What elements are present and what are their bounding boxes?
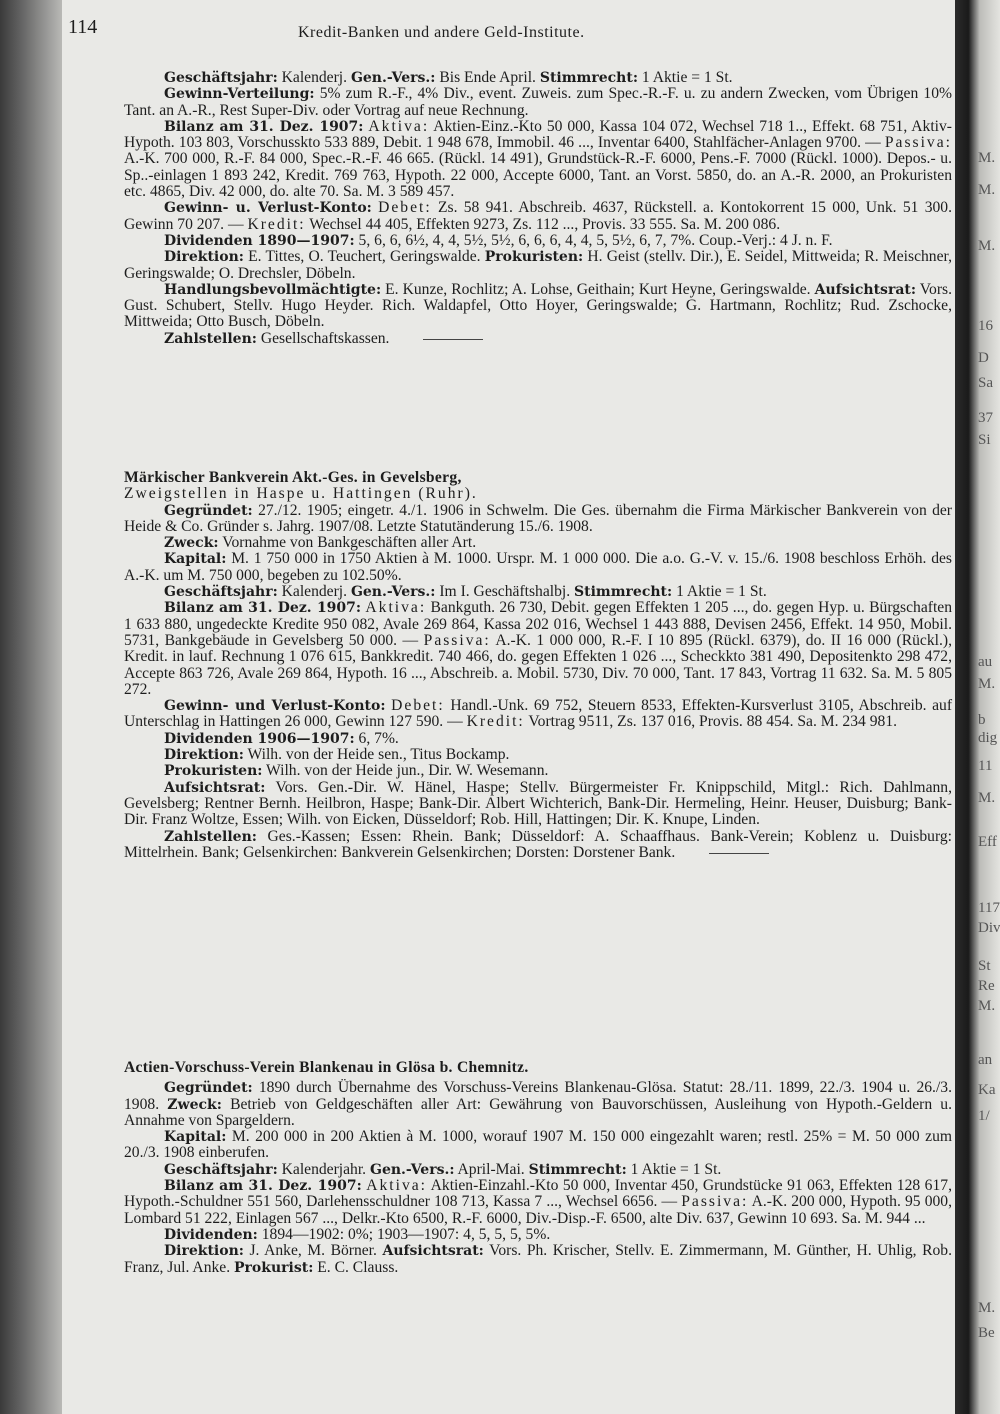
- entry-paragraph: Geschäftsjahr: Kalenderj. Gen.-Vers.: Bis Ende April. Stimmrecht: 1 Aktie = 1 St.: [164, 69, 733, 86]
- gutter-fragment: M.: [978, 1300, 996, 1316]
- gutter-fragment: Div: [978, 920, 1000, 936]
- separator-rule: [709, 853, 769, 854]
- entry-paragraph: Bilanz am 31. Dez. 1907: Aktiva: Aktien-Einz.-Kto 50 000, Kassa 104 072, Wechsel 718 1.., Effekt. 68 751, Aktiv-Hypoth. 103 803, Vorschusskto 533 889, Debit. 1 948 678, Immobil. 46 ..., Inventar 6400, Stahlfächer-Anlagen 9700. — Passiva: A.-K. 700 000, R.-F. 84 000, Spec.-R.-F. 46 665. (Rückl. 14 491), Grundstück-R.-F. 6000, Pens.-F. 7000 (Rückl. 1000). Depos.- u. Sp..-einlagen 1 893 242, Kredit. 769 763, Hypoth. 22 000, Accepte 6000, Tant. an Vorst. 5850, do. an A.-R. 2000, an Prokuristen etc. 4865, Div. 42 000, do. alte 70. Sa. M. 3 589 457.: [124, 117, 953, 201]
- gutter-fragment: b: [978, 712, 986, 728]
- company-title: Märkischer Bankverein Akt.-Ges. in Gevelsberg,: [124, 469, 462, 486]
- gutter-fragment: M.: [978, 790, 996, 806]
- gutter-fragment: Ka: [978, 1082, 996, 1098]
- gutter-fragment: M.: [978, 238, 996, 254]
- gutter-fragment: an: [978, 1052, 993, 1068]
- gutter-fragment: 117: [978, 900, 1000, 916]
- gutter-fragment: M.: [978, 998, 996, 1014]
- gutter-fragment: Eff: [978, 834, 997, 850]
- entry-paragraph: Dividenden 1890—1907: 5, 6, 6, 6½, 4, 4, 5½, 5½, 6, 6, 6, 4, 4, 5, 5½, 6, 7, 7%. Coup.-Verj.: 4 J. n. F.: [164, 231, 833, 249]
- gutter-fragment: D: [978, 350, 989, 366]
- page-header: [68, 14, 948, 44]
- entry-paragraph: Direktion: Wilh. von der Heide sen., Titus Bockamp.: [164, 746, 510, 764]
- separator-rule: [423, 339, 483, 340]
- scan-edge-shadow: [955, 0, 1000, 1414]
- page-number: 114: [68, 16, 98, 38]
- running-title: Kredit-Banken und andere Geld-Institute.: [298, 24, 585, 41]
- entry-paragraph: Aufsichtsrat: Vors. Gen.-Dir. W. Hänel, Haspe; Stellv. Bürgermeister Fr. Knippschild, Mitgl.: Rich. Dahlmann, Gevelsberg; Rentner Bernh. Heilbron, Haspe; Bank-Dir. Albert Wichterich, Bank-Dir. Hermeling, Heinr. Heuser, Duisburg; Bank-Dir. Franz Woltze, Essen; Wilh. von Eicken, Düsseldorf; Rob. Hill, Hattingen; Dir. K. Knupe, Linden.: [124, 778, 952, 829]
- entry-paragraph: Gegründet: 27./12. 1905; eingetr. 4./1. 1906 in Schwelm. Die Ges. übernahm die Firma Märkischer Bankverein von der Heide & Co. Gründer s. Jahrg. 1907/08. Letzte Statutänderung 15./6. 1908.: [124, 501, 952, 535]
- entry-paragraph: Kapital: M. 200 000 in 200 Aktien à M. 1000, worauf 1907 M. 150 000 eingezahlt waren; restl. 25% = M. 50 000 zum 20./3. 1908 einberufen.: [124, 1128, 952, 1162]
- entry-paragraph: Dividenden: 1894—1902: 0%; 1903—1907: 4, 5, 5, 5, 5%.: [164, 1225, 551, 1243]
- gutter-fragment: M.: [978, 150, 996, 166]
- entry-paragraph: Zahlstellen: Gesellschaftskassen.: [124, 331, 952, 347]
- entry-paragraph: Kapital: M. 1 750 000 in 1750 Aktien à M. 1000. Urspr. M. 1 000 000. Die a.o. G.-V. v. 15./6. 1908 beschloss Erhöh. des A.-K. um M. 750 000, begeben zu 102.50%.: [124, 550, 952, 584]
- entry-paragraph: Direktion: E. Tittes, O. Teuchert, Geringswalde. Prokuristen: H. Geist (stellv. Dir.), E. Seidel, Mittweida; R. Meischner, Geringswalde; O. Drechsler, Döbeln.: [124, 248, 952, 282]
- company-subtitle: Zweigstellen in Haspe u. Hattingen (Ruhr).: [124, 485, 478, 503]
- gutter-fragment: au: [978, 654, 993, 670]
- gutter-fragment: M.: [978, 676, 996, 692]
- entry-paragraph: Bilanz am 31. Dez. 1907: Aktiva: Aktien-Einzahl.-Kto 50 000, Inventar 450, Grundstücke 91 063, Effekten 128 617, Hypoth.-Schuldner 551 560, Darlehensschuldner 108 713, Kassa 7 ..., Wechsel 6656. — Passiva: A.-K. 200 000, Hypoth. 95 000, Lombard 51 222, Einlagen 567 ..., Delkr.-Kto 6500, R.-F. 6000, Div.-Disp.-F. 6500, alte Div. 637, Gewinn 10 693. Sa. M. 944 ...: [124, 1177, 952, 1227]
- gutter-fragment: 37: [978, 410, 993, 426]
- gutter-fragment: dig: [978, 730, 998, 746]
- entry-paragraph: Zweck: Vornahme von Bankgeschäften aller Art.: [164, 534, 477, 552]
- gutter-fragment: Sa: [978, 375, 993, 391]
- entry-paragraph: Direktion: J. Anke, M. Börner. Aufsichtsrat: Vors. Ph. Krischer, Stellv. E. Zimmermann, M. Günther, H. Uhlig, Rob. Franz, Jul. Anke. Prokurist: E. C. Clauss.: [124, 1242, 952, 1276]
- gutter-fragment: Si: [978, 432, 991, 448]
- gutter-fragment: M.: [978, 182, 996, 198]
- entry-paragraph: Bilanz am 31. Dez. 1907: Aktiva: Bankguth. 26 730, Debit. gegen Effekten 1 205 ..., do. gegen Hyp. u. Bürgschaften 1 633 880, ungedeckte Kredite 950 082, Avale 269 864, Kassa 202 016, Wechsel 1 443 888, Devisen 2456, Effekt. 14 950, Mobil. 5731, Bankgebäude in Gevelsberg 50 000. — Passiva: A.-K. 1 000 000, R.-F. I 10 895 (Rückl. 6379), do. II 16 000 (Rückl.), Kredit. in lauf. Rechnung 1 076 615, Bankkredit. 740 466, do. gegen Effekten 1 026 ..., Scheckkto 381 490, Depositenkto 298 472, Accepte 863 726, Avale 269 864, Hypoth. 16 ..., Abschreib. a. Mobil. 5730, Div. 70 000, Tant. 17 843, Vortrag 11 632. Sa. M. 5 805 272.: [124, 599, 953, 698]
- entry-paragraph: Handlungsbevollmächtigte: E. Kunze, Rochlitz; A. Lohse, Geithain; Kurt Heyne, Geringswalde. Aufsichtsrat: Vors. Gust. Schubert, Stellv. Hugo Heyder. Rich. Waldapfel, Otto Hoyer, Geringswalde; G. Hartmann, Rochlitz; Rud. Zschocke, Mittweida; Otto Busch, Döbeln.: [124, 280, 952, 331]
- entry-paragraph: Dividenden 1906—1907: 6, 7%.: [164, 729, 399, 747]
- entry-paragraph: Geschäftsjahr: Kalenderjahr. Gen.-Vers.: April-Mai. Stimmrecht: 1 Aktie = 1 St.: [164, 1160, 722, 1178]
- gutter-fragment: Re: [978, 978, 995, 994]
- entry-paragraph: Geschäftsjahr: Kalenderj. Gen.-Vers.: Im I. Geschäftshalbj. Stimmrecht: 1 Aktie = 1 St.: [164, 583, 767, 601]
- gutter-fragment: 11: [978, 758, 993, 774]
- gutter-fragment: 1/: [978, 1108, 990, 1124]
- section-maerkischer-bankverein: [124, 470, 952, 861]
- company-title: Actien-Vorschuss-Verein Blankenau in Glösa b. Chemnitz.: [124, 1059, 529, 1076]
- entry-paragraph: Gewinn-Verteilung: 5% zum R.-F., 4% Div., event. Zuweis. zum Spec.-R.-F. u. zu andern Zwecken, vom Übrigen 10% Tant. an A.-R., Rest Super-Div. oder Vortrag auf neue Rechnung.: [124, 85, 953, 119]
- entry-paragraph: Gewinn- u. Verlust-Konto: Debet: Zs. 58 941. Abschreib. 4637, Rückstell. a. Kontokorrent 15 000, Unk. 51 300. Gewinn 70 207. — Kredit: Wechsel 44 405, Effekten 9273, Zs. 112 ..., Provis. 33 555. Sa. M. 200 086.: [124, 199, 952, 233]
- gutter-fragment: Be: [978, 1325, 995, 1341]
- entry-paragraph: Gewinn- und Verlust-Konto: Debet: Handl.-Unk. 69 752, Steuern 8533, Effekten-Kursverlust 3105, Abschreib. auf Unterschlag in Hattingen 26 000, Gewinn 127 590. — Kredit: Vortrag 9511, Zs. 137 016, Provis. 88 454. Sa. M. 234 981.: [124, 697, 953, 731]
- section-continued-entry: [124, 70, 952, 347]
- scan-binding-shadow: [0, 0, 62, 1414]
- entry-paragraph: Prokuristen: Wilh. von der Heide jun., Dir. W. Wesemann.: [164, 762, 549, 780]
- gutter-fragment: 16: [978, 318, 993, 334]
- entry-paragraph: Gegründet: 1890 durch Übernahme des Vorschuss-Vereins Blankenau-Glösa. Statut: 28./11. 1899, 22./3. 1904 u. 26./3. 1908. Zweck: Betrieb von Geldgeschäften aller Art: Gewährung von Bauvorschüssen, Ausleihung von Hypoth.-Geldern u. Annahme von Spargeldern.: [124, 1079, 953, 1129]
- gutter-fragment: St: [978, 958, 991, 974]
- section-actien-vorschuss-verein: [124, 1060, 952, 1276]
- entry-paragraph: Zahlstellen: Ges.-Kassen; Essen: Rhein. Bank; Düsseldorf: A. Schaaffhaus. Bank-Verein; Koblenz u. Duisburg: Mittelrhein. Bank; Gelsenkirchen: Bankverein Gelsenkirchen; Dorsten: Dorstener Bank.: [124, 827, 953, 861]
